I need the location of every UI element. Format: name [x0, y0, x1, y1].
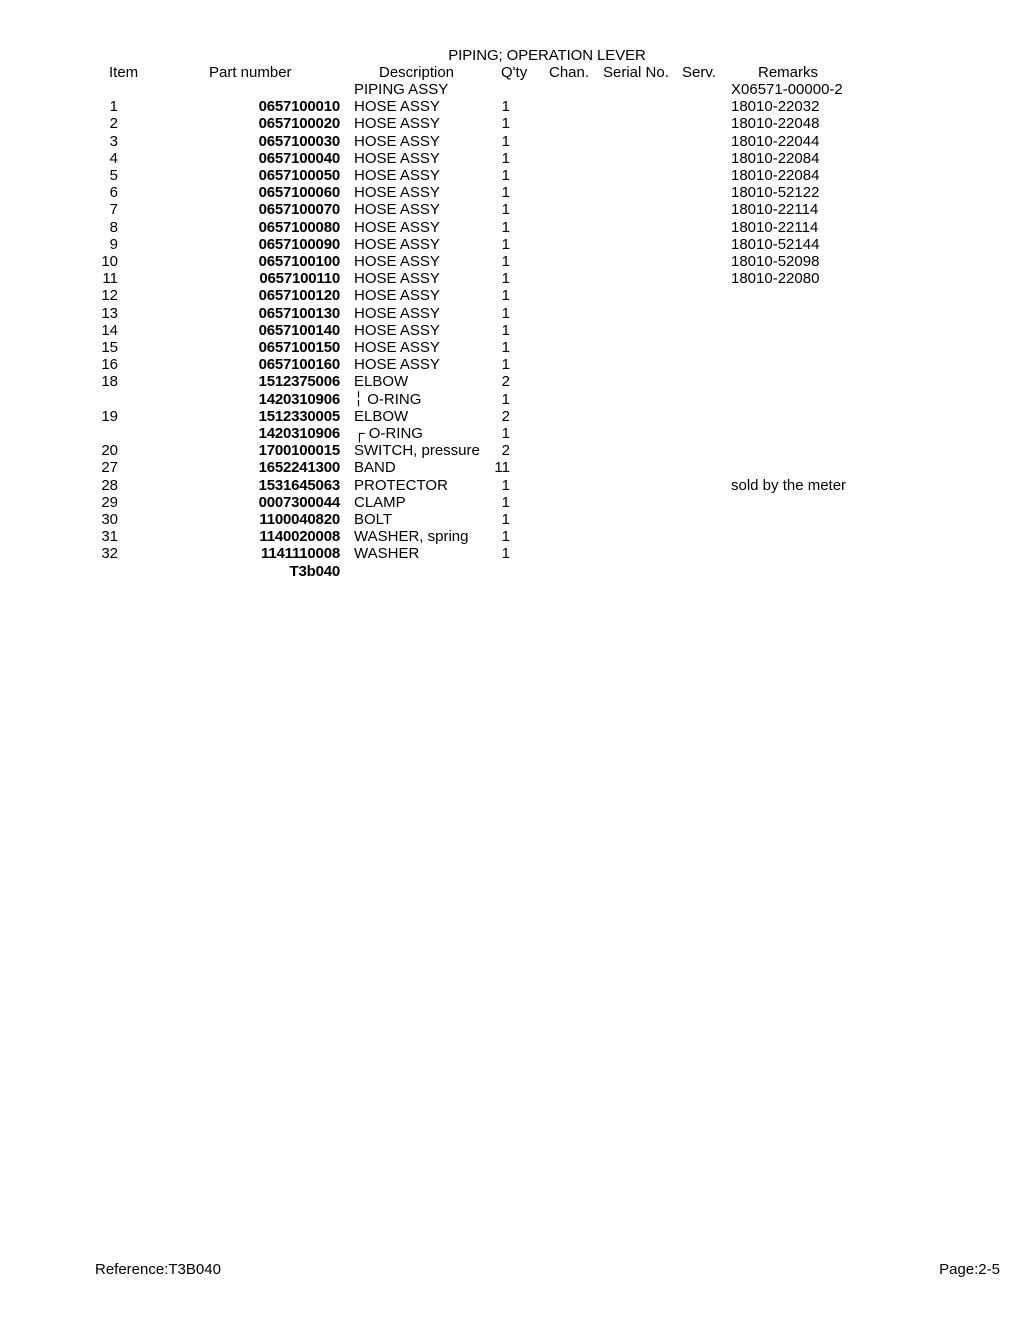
row-description: HOSE ASSY [354, 270, 440, 287]
row-item: 19 [101, 408, 118, 425]
row-qty: 1 [501, 115, 510, 132]
row-item: 9 [109, 236, 118, 253]
row-qty: 11 [494, 459, 510, 476]
row-qty: 1 [501, 356, 510, 373]
row-remarks: 18010-22048 [731, 115, 820, 132]
row-part-number: 1512330005 [258, 408, 340, 425]
row-part-number: 1652241300 [258, 459, 340, 476]
row-part-number: 1700100015 [258, 442, 340, 459]
document-title: PIPING; OPERATION LEVER [448, 47, 646, 64]
row-part-number: 1512375006 [258, 373, 340, 390]
header-item: Item [109, 64, 139, 81]
row-remarks: sold by the meter [731, 477, 847, 494]
row-description: HOSE ASSY [354, 322, 440, 339]
row-description: PIPING ASSY [354, 81, 449, 98]
row-description: SWITCH, pressure [354, 442, 480, 459]
header-serial-no: Serial No. [603, 64, 669, 81]
row-remarks: 18010-52144 [731, 236, 820, 253]
row-description: BOLT [354, 511, 393, 528]
row-remarks: 18010-22114 [731, 219, 819, 236]
row-qty: 1 [501, 545, 510, 562]
row-description: HOSE ASSY [354, 167, 440, 184]
row-description: HOSE ASSY [354, 356, 440, 373]
row-item: 2 [109, 115, 118, 132]
row-item: 4 [109, 150, 118, 167]
row-part-number: 0657100130 [258, 305, 340, 322]
row-description: WASHER, spring [354, 528, 469, 545]
row-remarks: 18010-22080 [731, 270, 820, 287]
row-part-number: 1420310906 [258, 425, 340, 442]
row-qty: 1 [501, 322, 510, 339]
row-qty: 2 [501, 408, 510, 425]
row-description: HOSE ASSY [354, 287, 440, 304]
row-description: BAND [354, 459, 396, 476]
header-serv: Serv. [682, 64, 716, 81]
row-part-number: 0657100060 [258, 184, 340, 201]
row-part-number: 0657100010 [258, 98, 340, 115]
row-part-number: 0657100020 [258, 115, 340, 132]
row-description: ELBOW [354, 373, 409, 390]
row-part-number: 0657100150 [258, 339, 340, 356]
row-description: HOSE ASSY [354, 339, 440, 356]
header-qty: Q'ty [501, 64, 528, 81]
row-item: 10 [101, 253, 118, 270]
row-item: 18 [101, 373, 118, 390]
row-item: 16 [101, 356, 118, 373]
row-qty: 1 [501, 494, 510, 511]
row-description: WASHER [354, 545, 420, 562]
footer-reference: Reference:T3B040 [95, 1261, 221, 1278]
row-item: 15 [101, 339, 118, 356]
row-remarks: 18010-22114 [731, 201, 819, 218]
row-qty: 1 [501, 339, 510, 356]
row-part-number: 0007300044 [258, 494, 340, 511]
row-item: 32 [101, 545, 118, 562]
row-description: HOSE ASSY [354, 219, 440, 236]
row-item: 13 [101, 305, 118, 322]
footer-page-number: Page:2-5 [939, 1261, 1000, 1278]
row-item: 11 [102, 270, 118, 287]
row-qty: 1 [501, 133, 510, 150]
row-item: 8 [109, 219, 118, 236]
row-item: 7 [109, 201, 118, 218]
row-remarks: 18010-22084 [731, 150, 820, 167]
row-remarks: X06571-00000-2 [731, 81, 843, 98]
row-description: HOSE ASSY [354, 150, 440, 167]
row-part-number: 0657100160 [258, 356, 340, 373]
row-item: 20 [101, 442, 118, 459]
row-description: HOSE ASSY [354, 184, 440, 201]
row-part-number: 0657100030 [258, 133, 340, 150]
header-remarks: Remarks [758, 64, 819, 81]
row-part-number: 0657100090 [258, 236, 340, 253]
row-part-number: 0657100100 [258, 253, 340, 270]
row-remarks: 18010-22084 [731, 167, 820, 184]
row-item: 5 [109, 167, 118, 184]
row-qty: 1 [501, 150, 510, 167]
row-item: 28 [101, 477, 118, 494]
row-qty: 1 [501, 98, 510, 115]
row-description: ╎ O-RING [354, 391, 422, 408]
row-part-number: 0657100110 [259, 270, 340, 287]
row-part-number: 0657100080 [258, 219, 340, 236]
row-remarks: 18010-52098 [731, 253, 820, 270]
row-description: HOSE ASSY [354, 98, 440, 115]
row-qty: 1 [501, 477, 510, 494]
row-description: HOSE ASSY [354, 236, 440, 253]
row-part-number: 0657100050 [258, 167, 340, 184]
row-remarks: 18010-22032 [731, 98, 820, 115]
row-description: ELBOW [354, 408, 409, 425]
row-qty: 1 [501, 201, 510, 218]
header-chan: Chan. [549, 64, 590, 81]
row-item: 6 [109, 184, 118, 201]
row-part-number: 1100040820 [259, 511, 340, 528]
row-item: 14 [101, 322, 118, 339]
row-description: ┌ O-RING [354, 425, 423, 442]
row-qty: 1 [501, 528, 510, 545]
row-description: HOSE ASSY [354, 201, 440, 218]
row-part-number: 0657100070 [258, 201, 340, 218]
row-item: 27 [101, 459, 118, 476]
row-item: 12 [101, 287, 118, 304]
row-item: 31 [101, 528, 118, 545]
row-qty: 1 [501, 425, 510, 442]
row-qty: 1 [501, 219, 510, 236]
header-description: Description [379, 64, 455, 81]
header-part-number: Part number [209, 64, 292, 81]
row-qty: 1 [501, 287, 510, 304]
row-qty: 1 [501, 184, 510, 201]
row-description: CLAMP [354, 494, 406, 511]
row-part-number: 1140020008 [259, 528, 340, 545]
row-item: 30 [101, 511, 118, 528]
row-part-number: T3b040 [289, 563, 340, 580]
row-remarks: 18010-22044 [731, 133, 820, 150]
row-description: HOSE ASSY [354, 133, 440, 150]
row-qty: 1 [501, 391, 510, 408]
row-qty: 1 [501, 236, 510, 253]
row-description: HOSE ASSY [354, 253, 440, 270]
row-item: 1 [109, 98, 118, 115]
row-qty: 1 [501, 305, 510, 322]
row-part-number: 1420310906 [258, 391, 340, 408]
row-item: 3 [109, 133, 118, 150]
row-part-number: 1141110008 [261, 545, 340, 562]
row-qty: 1 [501, 270, 510, 287]
row-part-number: 0657100040 [258, 150, 340, 167]
row-qty: 1 [501, 167, 510, 184]
row-qty: 2 [501, 442, 510, 459]
row-description: PROTECTOR [354, 477, 448, 494]
row-qty: 2 [501, 373, 510, 390]
row-part-number: 1531645063 [258, 477, 340, 494]
row-description: HOSE ASSY [354, 115, 440, 132]
row-remarks: 18010-52122 [731, 184, 820, 201]
row-qty: 1 [501, 253, 510, 270]
row-qty: 1 [501, 511, 510, 528]
row-item: 29 [101, 494, 118, 511]
row-description: HOSE ASSY [354, 305, 440, 322]
row-part-number: 0657100120 [258, 287, 340, 304]
row-part-number: 0657100140 [258, 322, 340, 339]
